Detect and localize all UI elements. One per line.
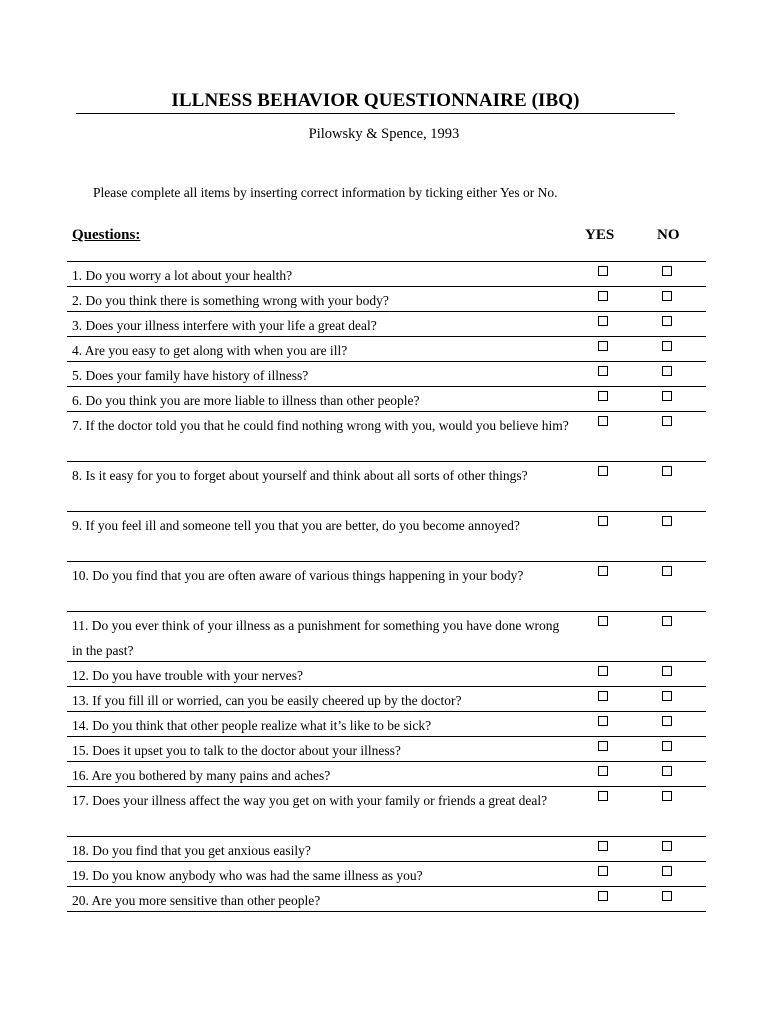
question-text: 10. Do you find that you are often aware of various things happening in your body? <box>72 568 524 583</box>
no-column-header: NO <box>657 227 680 243</box>
question-text: 6. Do you think you are more liable to illness than other people? <box>72 393 420 408</box>
yes-checkbox[interactable] <box>598 316 608 326</box>
yes-checkbox[interactable] <box>598 866 608 876</box>
questions-table <box>67 261 706 912</box>
question-text: 4. Are you easy to get along with when you are ill? <box>72 343 348 358</box>
no-checkbox[interactable] <box>662 341 672 351</box>
question-row <box>67 262 706 287</box>
yes-checkbox[interactable] <box>598 841 608 851</box>
no-checkbox[interactable] <box>662 466 672 476</box>
yes-checkbox[interactable] <box>598 266 608 276</box>
no-checkbox[interactable] <box>662 291 672 301</box>
question-row <box>67 412 706 462</box>
question-row <box>67 887 706 912</box>
yes-checkbox[interactable] <box>598 366 608 376</box>
question-text: 3. Does your illness interfere with your life a great deal? <box>72 318 377 333</box>
question-text: 18. Do you find that you get anxious easily? <box>72 843 311 858</box>
question-text: 19. Do you know anybody who was had the same illness as you? <box>72 868 423 883</box>
question-row <box>67 662 706 687</box>
no-checkbox[interactable] <box>662 516 672 526</box>
question-text: 13. If you fill ill or worried, can you be easily cheered up by the doctor? <box>72 693 462 708</box>
question-row <box>67 712 706 737</box>
question-row <box>67 862 706 887</box>
no-checkbox[interactable] <box>662 716 672 726</box>
no-checkbox[interactable] <box>662 741 672 751</box>
question-text: 9. If you feel ill and someone tell you that you are better, do you become annoyed? <box>72 518 520 533</box>
question-row <box>67 387 706 412</box>
no-checkbox[interactable] <box>662 866 672 876</box>
yes-checkbox[interactable] <box>598 741 608 751</box>
question-row <box>67 562 706 612</box>
yes-checkbox[interactable] <box>598 391 608 401</box>
question-text: 7. If the doctor told you that he could find nothing wrong with you, would you believe him? <box>72 418 569 433</box>
question-text: 2. Do you think there is something wrong with your body? <box>72 293 389 308</box>
no-checkbox[interactable] <box>662 266 672 276</box>
question-text: 20. Are you more sensitive than other people? <box>72 893 321 908</box>
document-title: ILLNESS BEHAVIOR QUESTIONNAIRE (IBQ) <box>76 88 675 114</box>
no-checkbox[interactable] <box>662 366 672 376</box>
no-checkbox[interactable] <box>662 316 672 326</box>
question-row <box>67 762 706 787</box>
no-checkbox[interactable] <box>662 416 672 426</box>
yes-checkbox[interactable] <box>598 616 608 626</box>
question-row <box>67 687 706 712</box>
no-checkbox[interactable] <box>662 891 672 901</box>
yes-checkbox[interactable] <box>598 466 608 476</box>
question-row <box>67 612 706 662</box>
question-row <box>67 312 706 337</box>
yes-checkbox[interactable] <box>598 766 608 776</box>
no-checkbox[interactable] <box>662 766 672 776</box>
yes-checkbox[interactable] <box>598 566 608 576</box>
question-row <box>67 287 706 312</box>
question-row <box>67 337 706 362</box>
question-row <box>67 837 706 862</box>
yes-checkbox[interactable] <box>598 341 608 351</box>
yes-checkbox[interactable] <box>598 691 608 701</box>
question-text: 16. Are you bothered by many pains and aches? <box>72 768 331 783</box>
question-text: 5. Does your family have history of illness? <box>72 368 309 383</box>
no-checkbox[interactable] <box>662 666 672 676</box>
question-row <box>67 512 706 562</box>
question-text: 15. Does it upset you to talk to the doctor about your illness? <box>72 743 401 758</box>
question-text: 17. Does your illness affect the way you get on with your family or friends a great deal? <box>72 793 548 808</box>
no-checkbox[interactable] <box>662 391 672 401</box>
instructions-text: Please complete all items by inserting correct information by ticking either Yes or No. <box>93 185 558 200</box>
no-checkbox[interactable] <box>662 616 672 626</box>
yes-checkbox[interactable] <box>598 666 608 676</box>
citation: Pilowsky & Spence, 1993 <box>308 126 460 142</box>
question-row <box>67 462 706 512</box>
no-checkbox[interactable] <box>662 566 672 576</box>
no-checkbox[interactable] <box>662 691 672 701</box>
yes-checkbox[interactable] <box>598 891 608 901</box>
question-row <box>67 362 706 387</box>
question-text: 12. Do you have trouble with your nerves? <box>72 668 303 683</box>
question-text: 14. Do you think that other people realize what it’s like to be sick? <box>72 718 432 733</box>
yes-checkbox[interactable] <box>598 416 608 426</box>
no-checkbox[interactable] <box>662 841 672 851</box>
yes-checkbox[interactable] <box>598 791 608 801</box>
yes-checkbox[interactable] <box>598 716 608 726</box>
yes-column-header: YES <box>585 227 615 243</box>
question-row <box>67 737 706 762</box>
question-text: 8. Is it easy for you to forget about yourself and think about all sorts of other things? <box>72 468 528 483</box>
questions-heading: Questions: <box>72 227 141 243</box>
question-text: 11. Do you ever think of your illness as a punishment for something you have done wrong in the past? <box>72 618 560 658</box>
question-row <box>67 787 706 837</box>
yes-checkbox[interactable] <box>598 291 608 301</box>
no-checkbox[interactable] <box>662 791 672 801</box>
question-text: 1. Do you worry a lot about your health? <box>72 268 293 283</box>
yes-checkbox[interactable] <box>598 516 608 526</box>
